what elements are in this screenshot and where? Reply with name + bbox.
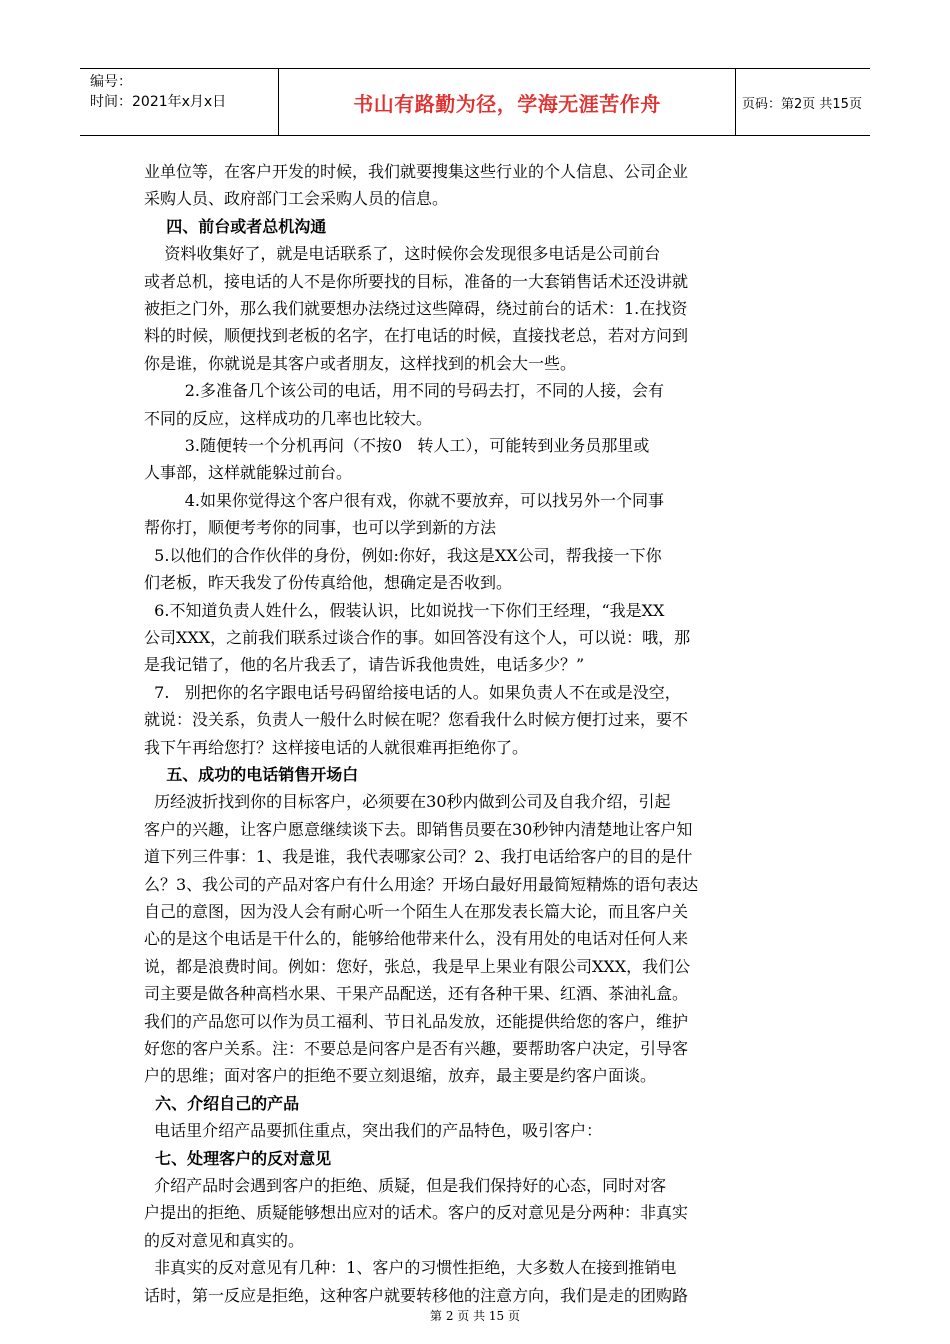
header-meta	[80, 69, 278, 135]
body-line: 人事部，这样就能躲过前台。	[144, 463, 353, 483]
body-line: 被拒之门外，那么我们就要想办法绕过这些障碍，绕过前台的话术：1.在找资	[144, 299, 688, 319]
body-line: 心的是这个电话是干什么的，能够给他带来什么，没有用处的电话对任何人来	[144, 929, 689, 949]
body-line: 好您的客户关系。注：不要总是问客户是否有兴趣，要帮助客户决定，引导客	[144, 1039, 689, 1058]
body-line: 不同的反应，这样成功的几率也比较大。	[144, 408, 433, 428]
body-line: 采购人员、政府部门工会采购人员的信息。	[144, 189, 449, 209]
body-line: 介绍产品时会遇到客户的拒绝、质疑，但是我们保持好的心态，同时对客	[144, 1176, 667, 1196]
body-line: 是我记错了，他的名片我丢了，请告诉我他贵姓，电话多少？”	[144, 655, 585, 675]
body-line: 3.随便转一个分机再问（不按0 转人工），可能转到业务员那里或	[144, 436, 650, 456]
body-line: 说，都是浪费时间。例如：您好，张总，我是早上果业有限公司XXX，我们公	[144, 956, 691, 976]
body-line: 料的时候，顺便找到老板的名字，在打电话的时候，直接找老总，若对方问到	[144, 326, 689, 346]
page-header	[80, 68, 870, 136]
body-line: 6.不知道负责人姓什么，假装认识，比如说找一下你们王经理，“我是XX	[144, 600, 665, 620]
section-heading: 五、成功的电话销售开场白	[144, 764, 359, 784]
body-line: 话时，第一反应是拒绝，这种客户就要转移他的注意方向，我们是走的团购路	[144, 1285, 689, 1305]
body-line: 户的思维；面对客户的拒绝不要立刻退缩，放弃，最主要是约客户面谈。	[144, 1066, 657, 1086]
body-line: 司主要是做各种高档水果、干果产品配送，还有各种干果、红酒、茶油礼盒。	[144, 984, 689, 1004]
section-heading: 四、前台或者总机沟通	[144, 216, 327, 236]
body-line: 2.多准备几个该公司的电话，用不同的号码去打，不同的人接，会有	[144, 381, 664, 401]
body-line: 么？3、我公司的产品对客户有什么用途？开场白最好用最简短精炼的语句表达	[144, 874, 699, 894]
body-line: 们老板，昨天我发了份传真给他，想确定是否收到。	[144, 573, 513, 593]
header-motto: 书山有路勤为径，学海无涯苦作舟	[278, 69, 736, 135]
body-line: 我下午再给您打？这样接电话的人就很难再拒绝你了。	[144, 737, 529, 757]
section-heading: 七、处理客户的反对意见	[144, 1148, 332, 1168]
body-line: 资料收集好了，就是电话联系了，这时候你会发现很多电话是公司前台	[144, 244, 661, 264]
page-footer: 第 2 页 共 15 页	[430, 1309, 520, 1323]
body-line: 客户的兴趣，让客户愿意继续谈下去。即销售员要在30秒钟内清楚地让客户知	[144, 819, 693, 839]
body-line: 的反对意见和真实的。	[144, 1230, 305, 1250]
document-body	[144, 158, 804, 1309]
header-page-number: 页码：第2页 共15页	[742, 96, 862, 112]
body-line: 帮你打，顺便考考你的同事，也可以学到新的方法	[144, 518, 497, 538]
document-date: 时间：2021年x月x日	[90, 94, 227, 110]
body-line: 我们的产品您可以作为员工福利、节日礼品发放，还能提供给您的客户，维护	[144, 1011, 689, 1031]
body-line: 道下列三件事：1、我是谁，我代表哪家公司？2、我打电话给客户的目的是什	[144, 847, 693, 867]
body-line: 就说：没关系，负责人一般什么时候在呢？您看我什么时候方便打过来，要不	[144, 710, 689, 730]
body-line: 4.如果你觉得这个客户很有戏，你就不要放弃，可以找另外一个同事	[144, 490, 664, 510]
body-line: 历经波折找到你的目标客户，必须要在30秒内做到公司及自我介绍，引起	[144, 792, 671, 812]
body-line: 户提出的拒绝、质疑能够想出应对的话术。客户的反对意见是分两种：非真实	[144, 1203, 689, 1223]
body-line: 电话里介绍产品要抓住重点，突出我们的产品特色，吸引客户：	[144, 1121, 603, 1141]
body-line: 业单位等，在客户开发的时候，我们就要搜集这些行业的个人信息、公司企业	[144, 162, 689, 181]
body-line: 或者总机，接电话的人不是你所要找的目标，准备的一大套销售话术还没讲就	[144, 271, 689, 291]
body-line: 公司XXX，之前我们联系过谈合作的事。如回答没有这个人，可以说：哦，那	[144, 627, 691, 647]
body-line: 5.以他们的合作伙伴的身份，例如:你好，我这是XX公司，帮我接一下你	[144, 545, 662, 565]
document-number-label: 编号：	[90, 74, 132, 90]
body-line: 非真实的反对意见有几种：1、客户的习惯性拒绝，大多数人在接到推销电	[144, 1258, 677, 1278]
body-line: 自己的意图，因为没人会有耐心听一个陌生人在那发表长篇大论，而且客户关	[144, 901, 689, 921]
body-line: 你是谁，你就说是其客户或者朋友，这样找到的机会大一些。	[144, 353, 577, 373]
body-line: 7. 别把你的名字跟电话号码留给接电话的人。如果负责人不在或是没空，	[144, 682, 681, 702]
section-heading: 六、介绍自己的产品	[144, 1093, 300, 1113]
